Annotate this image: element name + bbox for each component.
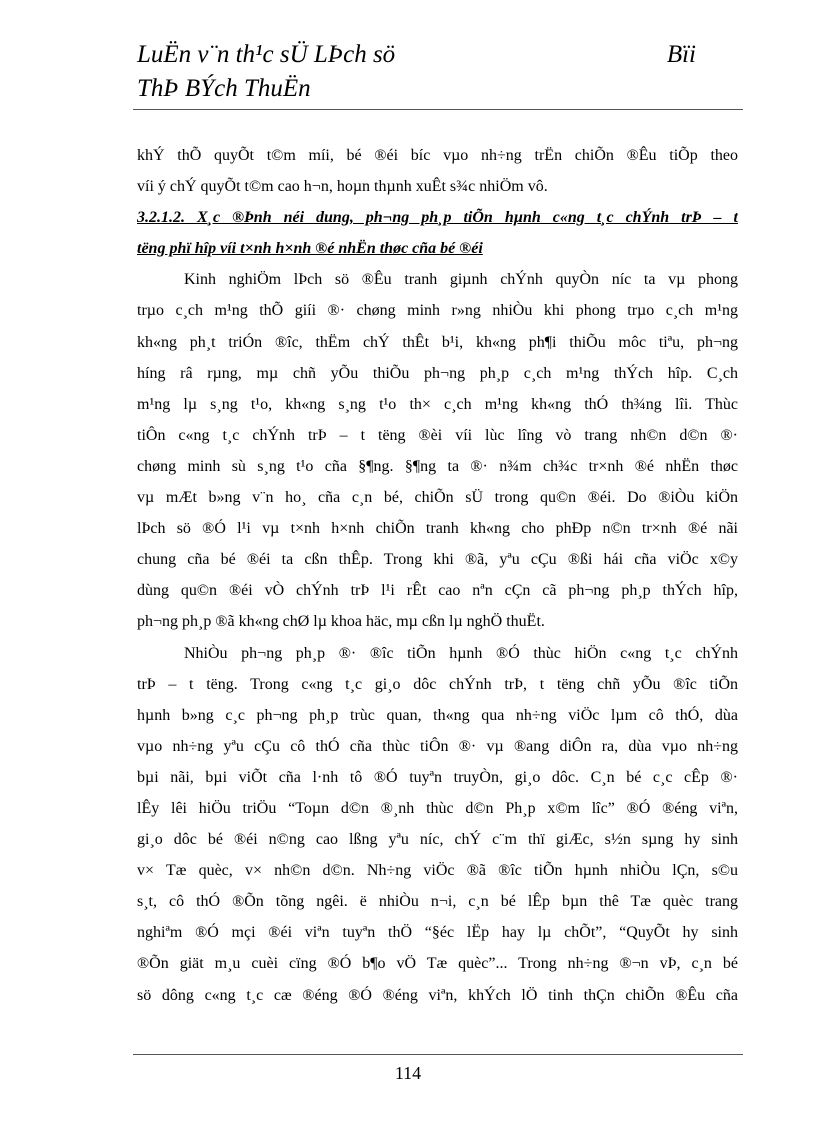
text-line: khÝ thÕ quyÕt t©m míi, bé ®éi bíc vµo nh÷ng trËn chiÕn ®Êu tiÕp theo (137, 147, 738, 164)
text-line: lÞch sö ®Ó l¹i vµ t×nh h×nh chiÕn tranh kh«ng cho phÐp n©n tr×nh ®é nãi (137, 520, 738, 538)
header-title-line2: ThÞ BÝch ThuËn (137, 75, 311, 102)
text-line: trÞ – t tëng. Trong c«ng t¸c gi¸o dôc chÝnh trÞ, t tëng chñ yÕu ®îc tiÕn (137, 675, 738, 693)
text-line: kh«ng ph¸t triÓn ®îc, thËm chÝ thÊt b¹i, kh«ng ph¶i thiÕu môc tiªu, ph¬ng (137, 333, 738, 351)
body-text (137, 140, 738, 1011)
text-line: víi ý chÝ quyÕt t©m cao h¬n, hoµn thµnh xuÊt s¾c nhiÖm vô. (137, 178, 548, 196)
page-number: 114 (394, 1063, 422, 1083)
header-author: Bïi (666, 41, 696, 68)
text-line: lÊy lêi hiÖu triÖu “Toµn d©n ®¸nh thùc d©n Ph¸p x©m lîc” ®Ó ®éng viªn, (137, 799, 738, 817)
text-line: Kinh nghiÖm lÞch sö ®Êu tranh giµnh chÝnh quyÒn níc ta vµ phong (184, 271, 738, 289)
text-line: m¹ng lµ s¸ng t¹o, kh«ng s¸ng t¹o th× c¸ch m¹ng kh«ng thÓ th¾ng lîi. Thùc (137, 395, 738, 413)
text-line: dùng qu©n ®éi vÒ chÝnh trÞ l¹i rÊt cao nªn cÇn cã ph¬ng ph¸p thÝch hîp, (137, 582, 738, 600)
text-line: bµi nãi, bµi viÕt cña l·nh tô ®Ó tuyªn truyÒn, gi¸o dôc. C¸n bé c¸c cÊp ®· (137, 768, 738, 786)
footer-divider (133, 1054, 743, 1055)
text-line: trµo c¸ch m¹ng thÕ giíi ®· chøng minh r»ng nhiÒu khi phong trµo c¸ch m¹ng (137, 302, 738, 320)
text-line: vµ mÆt b»ng v¨n ho¸ cña c¸n bé, chiÕn sÜ trong qu©n ®éi. Do ®iÒu kiÖn (137, 489, 738, 507)
section-heading-line: 3.2.1.2. X¸c ®Þnh néi dung, ph¬ng ph¸p tiÕn hµnh c«ng t¸c chÝnh trÞ – t (137, 209, 738, 227)
text-line: v× Tæ quèc, v× nh©n d©n. Nh÷ng viÖc ®ã ®îc tiÕn hµnh nhiÒu lÇn, s©u (137, 862, 738, 880)
text-line: chung cña bé ®éi ta cßn thÊp. Trong khi ®ã, yªu cÇu ®ßi hái cña viÖc x©y (137, 551, 738, 569)
text-line: ®Õn giät m¸u cuèi cïng ®Ó b¶o vÖ Tæ quèc”... Trong nh÷ng ®¬n vÞ, c¸n bé (137, 955, 738, 973)
text-line: híng râ rµng, mµ chñ yÕu thiÕu ph¬ng ph¸p c¸ch m¹ng thÝch hîp. C¸ch (137, 364, 738, 382)
text-line: chøng minh sù s¸ng t¹o cña §¶ng. §¶ng ta ®· n¾m ch¾c tr×nh ®é nhËn thøc (137, 457, 738, 475)
header-title-line1: LuËn v¨n th¹c sÜ LÞch sö (137, 41, 396, 68)
section-heading-line: tëng phï hîp víi t×nh h×nh ®é nhËn thøc cña bé ®éi (137, 240, 483, 258)
text-line: tiÔn c«ng t¸c chÝnh trÞ – t tëng ®èi víi lùc lîng vò trang nh©n d©n ®· (137, 426, 738, 444)
text-line: hµnh b»ng c¸c ph¬ng ph¸p trùc quan, th«ng qua nh÷ng viÖc lµm cô thÓ, dùa (137, 706, 738, 724)
text-line: vµo nh÷ng yªu cÇu cô thÓ cña thùc tiÔn ®· vµ ®ang diÔn ra, dùa vµo nh÷ng (137, 737, 738, 755)
text-line: NhiÒu ph¬ng ph¸p ®· ®îc tiÕn hµnh ®Ó thùc hiÖn c«ng t¸c chÝnh (184, 644, 738, 662)
text-line: ph¬ng ph¸p ®ã kh«ng chØ lµ khoa häc, mµ cßn lµ nghÖ thuËt. (137, 613, 545, 631)
text-line: nghiªm ®Ó mçi ®éi viªn tuyªn thÖ “§éc lËp hay lµ chÕt”, “QuyÕt hy sinh (137, 924, 738, 942)
text-line: s¸t, cô thÓ ®Õn tõng ngêi. ë nhiÒu n¬i, c¸n bé lÊp bµn thê Tæ quèc trang (137, 893, 738, 911)
text-line: gi¸o dôc bé ®éi n©ng cao lßng yªu níc, chÝ c¨m thï giÆc, s½n sµng hy sinh (137, 831, 738, 849)
header-divider (133, 109, 743, 110)
text-line: sö dông c«ng t¸c cæ ®éng ®Ó ®éng viªn, khÝch lÖ tinh thÇn chiÕn ®Êu cña (137, 986, 738, 1004)
running-header (137, 38, 742, 108)
